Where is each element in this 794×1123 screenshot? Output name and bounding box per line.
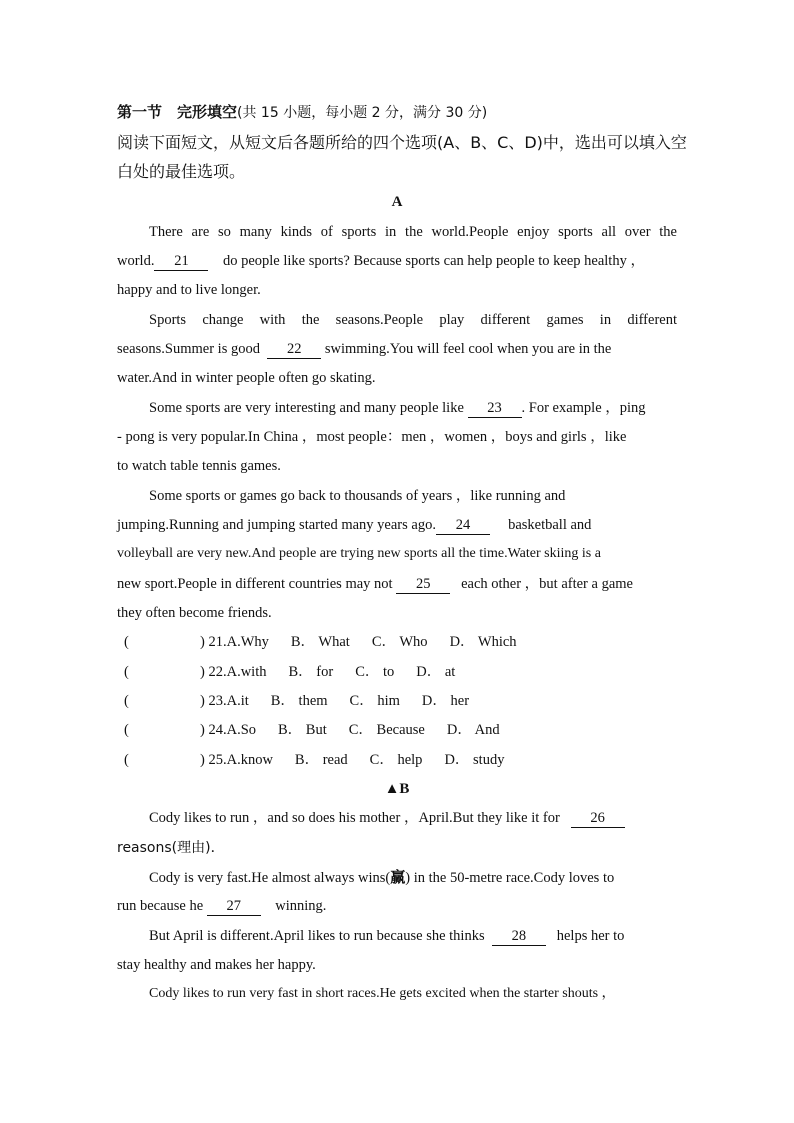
question-21: ( ) 21.A.Why B． What C． Who D． Which: [124, 634, 517, 650]
option-a[interactable]: 23.A.it: [208, 693, 249, 709]
option-b[interactable]: B． read: [294, 752, 348, 768]
passage-a-line: volleyball are very new.And people are trying new sports all the time.Water skiing is a: [117, 546, 601, 561]
option-c[interactable]: C． to: [355, 664, 395, 680]
blank-21[interactable]: 21: [154, 253, 208, 271]
passage-a-line: world. 21 do people like sports? Because sports can help people to keep healthy ，: [117, 253, 645, 269]
answer-paren[interactable]: (: [124, 722, 129, 738]
passage-a-line: water.And in winter people often go skating.: [117, 370, 376, 386]
option-a[interactable]: 22.A.with: [208, 664, 267, 680]
passage-b-line: reasons(理由)．: [117, 840, 225, 856]
passage-b-line: run because he 27 winning.: [117, 898, 327, 914]
answer-paren[interactable]: (: [124, 752, 129, 768]
option-c[interactable]: C． help: [369, 752, 423, 768]
passage-a-label: A: [391, 194, 403, 210]
passage-b-line: Cody likes to run very fast in short races.He gets excited when the starter shouts ，: [149, 986, 616, 1001]
section-heading: [117, 102, 677, 123]
option-b[interactable]: B． them: [270, 693, 328, 709]
blank-28[interactable]: 28: [492, 928, 546, 946]
passage-a-line: - pong is very popular.In China ，most people：men ，women ，boys and girls ，like: [117, 429, 627, 445]
answer-paren[interactable]: (: [124, 664, 129, 680]
passage-a-line: Sports change with the seasons.People play different games in different: [149, 312, 677, 328]
answer-paren[interactable]: (: [124, 693, 129, 709]
option-d[interactable]: D． her: [421, 693, 470, 709]
passage-a-line: Some sports are very interesting and many people like 23 . For example ，ping: [149, 400, 646, 416]
passage-a-line: seasons.Summer is good 22 swimming.You will feel cool when you are in the: [117, 341, 612, 357]
option-d[interactable]: D． study: [444, 752, 505, 768]
section-scoring: (共 15 小题，每小题 2 分，满分 30 分): [237, 105, 488, 121]
option-b[interactable]: B． But: [278, 722, 327, 738]
section-title: 第一节 完形填空: [117, 103, 238, 121]
blank-26[interactable]: 26: [571, 810, 625, 828]
passage-b-line: stay healthy and makes her happy.: [117, 957, 316, 973]
passage-a-line: new sport.People in different countries may not 25 each other ，but after a game: [117, 576, 633, 592]
passage-b-line: But April is different.April likes to run because she thinks 28 helps her to: [149, 928, 625, 944]
blank-22[interactable]: 22: [267, 341, 321, 359]
option-a[interactable]: 21.A.Why: [208, 634, 269, 650]
option-c[interactable]: C． him: [349, 693, 400, 709]
option-d[interactable]: D． Which: [449, 634, 517, 650]
question-24: ( ) 24.A.So B． But C． Because D． And: [124, 722, 500, 738]
question-22: ( ) 22.A.with B． for C． to D． at: [124, 664, 456, 680]
answer-paren[interactable]: (: [124, 634, 129, 650]
instruction-line-1: 阅读下面短文，从短文后各题所给的四个选项(A、B、C、D)中，选出可以填入空: [117, 133, 687, 152]
instruction-line-2: 白处的最佳选项。: [117, 162, 246, 181]
option-a[interactable]: 24.A.So: [208, 722, 257, 738]
option-c[interactable]: C． Because: [348, 722, 425, 738]
option-d[interactable]: D． And: [446, 722, 500, 738]
passage-a-line: to watch table tennis games.: [117, 458, 281, 474]
passage-b-line: Cody is very fast.He almost always wins(赢) in the 50-metre race.Cody loves to: [149, 868, 615, 886]
question-25: ( ) 25.A.know B． read C． help D． study: [124, 752, 505, 768]
blank-25[interactable]: 25: [396, 576, 450, 594]
passage-a-line: happy and to live longer.: [117, 282, 261, 298]
glyph-win: 赢: [390, 868, 406, 886]
passage-a-line: There are so many kinds of sports in the world.People enjoy sports all over the: [149, 224, 677, 240]
passage-a-line: Some sports or games go back to thousands of years ，like running and: [149, 488, 566, 504]
passage-a-line: jumping.Running and jumping started many years ago. 24 basketball and: [117, 517, 592, 533]
blank-24[interactable]: 24: [436, 517, 490, 535]
passage-a-line: they often become friends.: [117, 605, 272, 621]
passage-b-label: ▲B: [384, 781, 410, 797]
option-a[interactable]: 25.A.know: [208, 752, 273, 768]
option-d[interactable]: D． at: [416, 664, 456, 680]
option-c[interactable]: C． Who: [371, 634, 428, 650]
blank-27[interactable]: 27: [207, 898, 261, 916]
question-23: ( ) 23.A.it B． them C． him D． her: [124, 693, 470, 709]
option-b[interactable]: B． for: [288, 664, 334, 680]
blank-23[interactable]: 23: [468, 400, 522, 418]
passage-b-line: Cody likes to run ，and so does his mother ，April.But they like it for 26: [149, 808, 677, 828]
option-b[interactable]: B． What: [290, 634, 350, 650]
